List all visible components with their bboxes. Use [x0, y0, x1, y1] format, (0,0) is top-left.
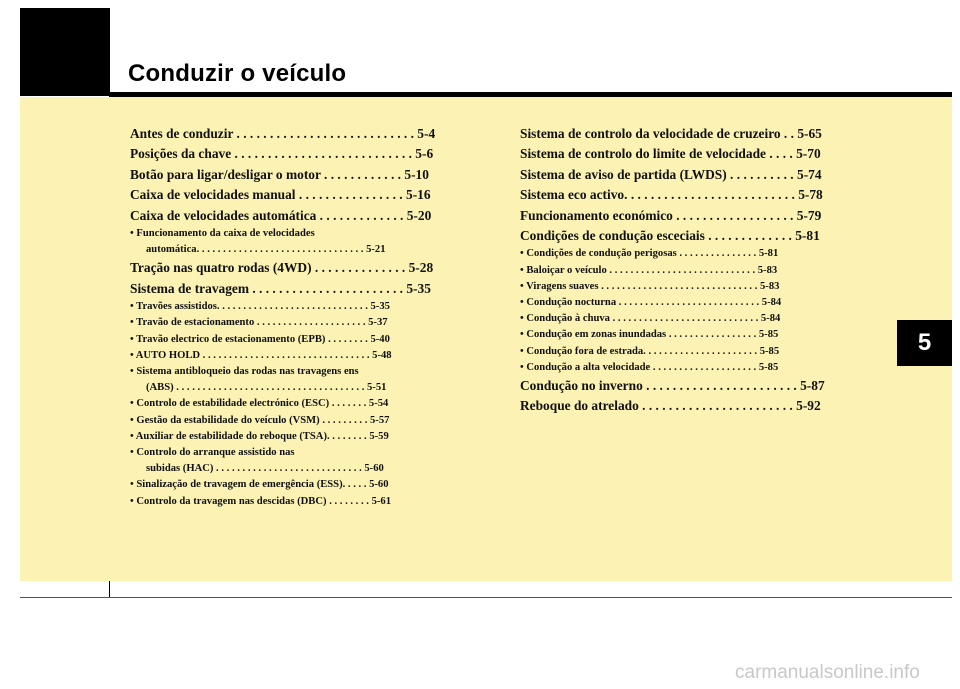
toc-subentry[interactable]: • Travões assistidos. . . . . . . . . . . . . . . . . . . . . . . . . . . . . 5-35	[130, 301, 390, 313]
toc-entry[interactable]: Sistema eco activo. . . . . . . . . . . . . . . . . . . . . . . . . . 5-78	[520, 187, 823, 203]
toc-entry[interactable]: Sistema de travagem . . . . . . . . . . . . . . . . . . . . . . . 5-35	[130, 280, 431, 296]
toc-entry[interactable]: Caixa de velocidades automática . . . . . . . . . . . . . 5-20	[130, 207, 432, 223]
toc-right-column	[520, 124, 868, 417]
toc-subentry[interactable]: (ABS) . . . . . . . . . . . . . . . . . . . . . . . . . . . . . . . . . . . . 5-51	[146, 382, 387, 394]
toc-subentry[interactable]: • Sinalização de travagem de emergência (ESS). . . . . 5-60	[130, 479, 389, 491]
toc-entry[interactable]: Posições da chave . . . . . . . . . . . . . . . . . . . . . . . . . . . 5-6	[130, 146, 434, 162]
toc-subentry[interactable]: • Condução fora de estrada. . . . . . . . . . . . . . . . . . . . . . 5-85	[520, 345, 780, 357]
toc-subentry[interactable]: automática. . . . . . . . . . . . . . . . . . . . . . . . . . . . . . . . 5-21	[146, 244, 386, 256]
chapter-tab[interactable]: 5	[897, 320, 952, 366]
toc-entry[interactable]: Tração nas quatro rodas (4WD) . . . . . . . . . . . . . . 5-28	[130, 260, 434, 276]
toc-subentry[interactable]: • Controlo da travagem nas descidas (DBC) . . . . . . . . 5-61	[130, 495, 391, 507]
toc-entry[interactable]: Sistema de controlo da velocidade de cruzeiro . . 5-65	[520, 126, 822, 141]
toc-subentry[interactable]: • AUTO HOLD . . . . . . . . . . . . . . . . . . . . . . . . . . . . . . . . 5-48	[130, 349, 392, 361]
toc-entry[interactable]: Reboque do atrelado . . . . . . . . . . . . . . . . . . . . . . . 5-92	[520, 398, 821, 414]
toc-entry[interactable]: Sistema de aviso de partida (LWDS) . . . . . . . . . . 5-74	[520, 166, 822, 182]
page-title: Conduzir o veículo	[128, 60, 347, 87]
toc-subentry[interactable]: • Condução a alta velocidade . . . . . . . . . . . . . . . . . . . . 5-85	[520, 361, 779, 373]
toc-subentry[interactable]: • Funcionamento da caixa de velocidades	[130, 228, 315, 240]
toc-subentry[interactable]: subidas (HAC) . . . . . . . . . . . . . . . . . . . . . . . . . . . . 5-60	[146, 463, 384, 475]
toc-subentry[interactable]: • Gestão da estabilidade do veículo (VSM) . . . . . . . . . 5-57	[130, 414, 390, 426]
toc-entry[interactable]: Sistema de controlo do limite de velocidade . . . . 5-70	[520, 146, 821, 162]
watermark: carmanualsonline.info	[735, 662, 920, 683]
toc-entry[interactable]: Caixa de velocidades manual . . . . . . . . . . . . . . . . 5-16	[130, 187, 431, 203]
toc-entry[interactable]: Funcionamento económico . . . . . . . . . . . . . . . . . . 5-79	[520, 207, 822, 223]
toc-subentry[interactable]: • Auxiliar de estabilidade do reboque (TSA). . . . . . . . 5-59	[130, 430, 389, 442]
toc-entry[interactable]: Condições de condução esceciais . . . . . . . . . . . . . 5-81	[520, 228, 820, 244]
header-black-tab	[20, 8, 109, 96]
toc-subentry[interactable]: • Condução nocturna . . . . . . . . . . . . . . . . . . . . . . . . . . . 5-84	[520, 297, 782, 309]
toc-subentry[interactable]: • Condução à chuva . . . . . . . . . . . . . . . . . . . . . . . . . . . . 5-84	[520, 313, 781, 325]
toc-subentry[interactable]: • Controlo do arranque assistido nas	[130, 447, 295, 459]
toc-entry[interactable]: Antes de conduzir . . . . . . . . . . . . . . . . . . . . . . . . . . . 5-4	[130, 126, 436, 141]
toc-subentry[interactable]: • Controlo de estabilidade electrónico (ESC) . . . . . . . 5-54	[130, 398, 389, 410]
toc-subentry[interactable]: • Condições de condução perigosas . . . . . . . . . . . . . . . 5-81	[520, 248, 779, 260]
toc-left-column	[130, 124, 480, 510]
toc-subentry[interactable]: • Condução em zonas inundadas . . . . . . . . . . . . . . . . . 5-85	[520, 329, 779, 341]
toc-subentry[interactable]: • Travão de estacionamento . . . . . . . . . . . . . . . . . . . . . 5-37	[130, 317, 388, 329]
toc-entry[interactable]: Botão para ligar/desligar o motor . . . . . . . . . . . . 5-10	[130, 166, 429, 182]
bottom-rule	[20, 597, 952, 598]
toc-subentry[interactable]: • Sistema antibloqueio das rodas nas travagens ens	[130, 366, 359, 378]
toc-subentry[interactable]: • Baloiçar o veículo . . . . . . . . . . . . . . . . . . . . . . . . . . . . 5-83	[520, 264, 778, 276]
toc-subentry[interactable]: • Travão electrico de estacionamento (EPB) . . . . . . . . 5-40	[130, 333, 390, 345]
toc-subentry[interactable]: • Viragens suaves . . . . . . . . . . . . . . . . . . . . . . . . . . . . . . 5-83	[520, 280, 780, 292]
toc-entry[interactable]: Condução no inverno . . . . . . . . . . . . . . . . . . . . . . . 5-87	[520, 378, 825, 394]
